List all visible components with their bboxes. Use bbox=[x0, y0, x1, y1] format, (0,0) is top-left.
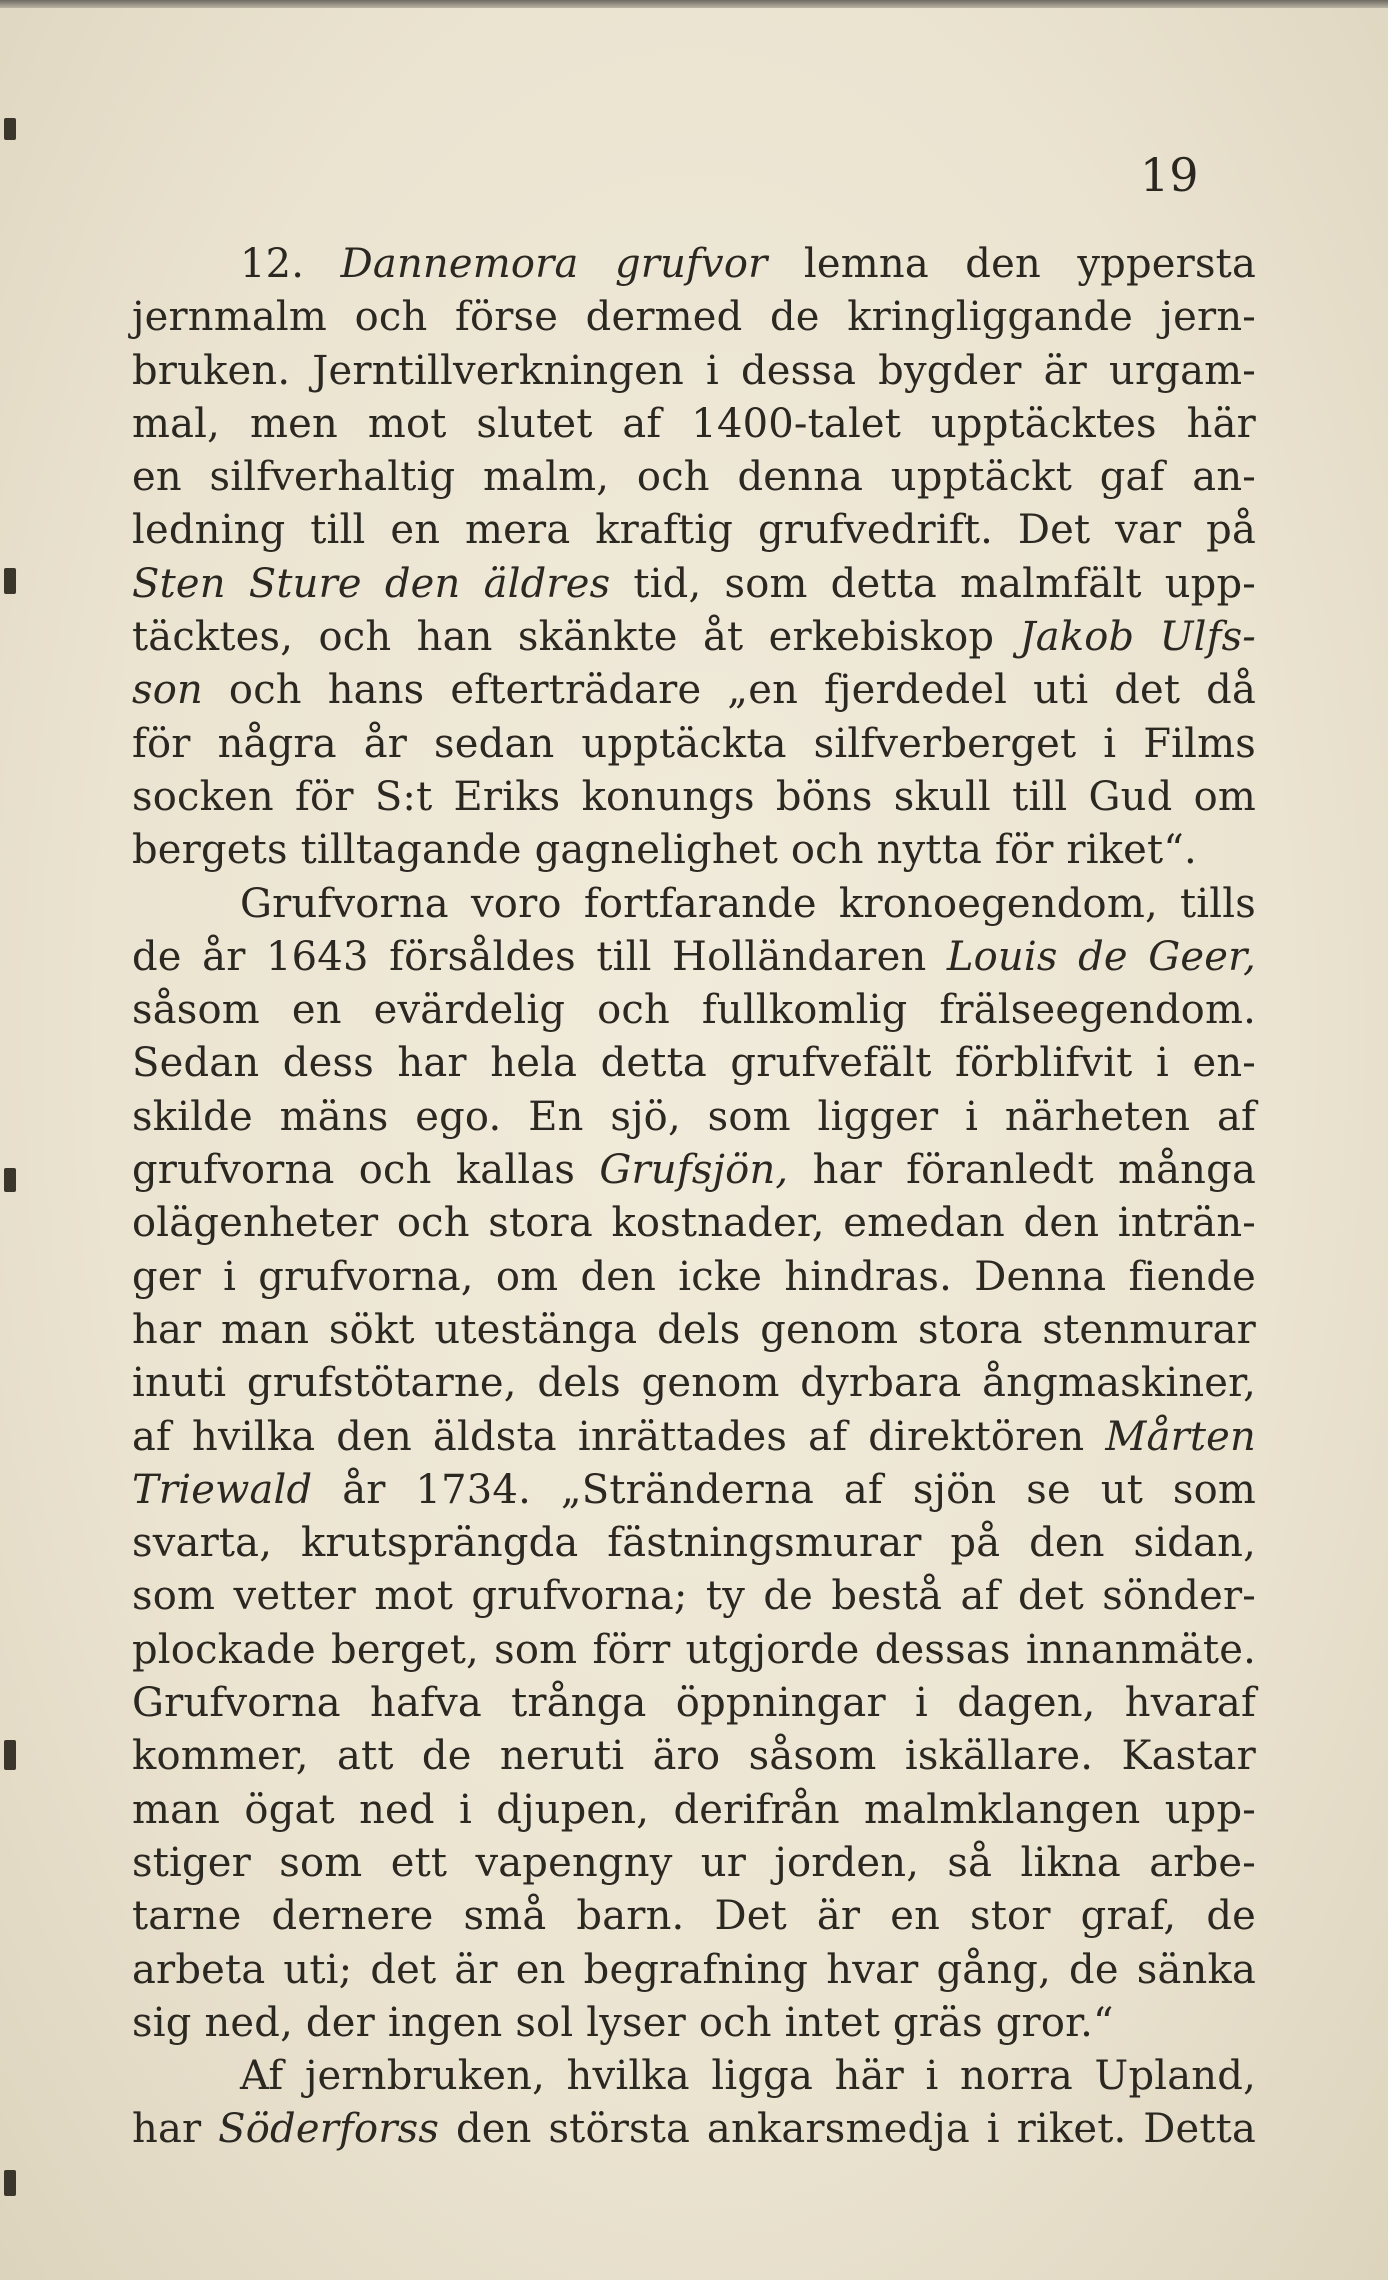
text-line bbox=[132, 2103, 1256, 2156]
text-segment: sig ned, der ingen sol lyser och intet gräs gror.“ bbox=[132, 1999, 1114, 2046]
text-segment: som vetter mot grufvorna; ty de bestå af det sönder- bbox=[132, 1573, 1256, 1620]
text-segment: stiger som ett vapengny ur jorden, så likna arbe- bbox=[132, 1839, 1256, 1886]
text-segment: svarta, krutsprängda fästningsmurar på den sidan, bbox=[132, 1520, 1256, 1567]
italic-text: Grufsjön, bbox=[599, 1147, 789, 1194]
text-segment: mal, men mot slutet af 1400-talet upptäcktes här bbox=[132, 400, 1256, 447]
text-segment: bruken. Jerntillverkningen i dessa bygder är urgam- bbox=[132, 347, 1256, 394]
text-segment: såsom en evärdelig och fullkomlig frälseegendom. bbox=[132, 987, 1256, 1034]
text-segment: Grufvorna hafva trånga öppningar i dagen, hvaraf bbox=[132, 1680, 1256, 1727]
text-segment: 12. bbox=[240, 241, 341, 287]
text-line bbox=[132, 345, 1256, 398]
text-segment: plockade berget, som förr utgjorde dessas innanmäte. bbox=[132, 1626, 1256, 1673]
text-line bbox=[132, 1144, 1256, 1197]
text-line bbox=[132, 931, 1256, 984]
text-line bbox=[132, 611, 1256, 664]
page-top-edge bbox=[0, 0, 1388, 8]
text-line bbox=[132, 824, 1256, 877]
text-line bbox=[132, 1304, 1256, 1357]
text-segment: Af jernbruken, hvilka ligga här i norra Upland, bbox=[240, 2053, 1256, 2100]
italic-text: Söderforss bbox=[218, 2106, 440, 2153]
text-line bbox=[132, 1411, 1256, 1464]
text-line bbox=[132, 291, 1256, 344]
text-segment: socken för S:t Eriks konungs böns skull till Gud om bbox=[132, 773, 1256, 820]
text-line bbox=[132, 451, 1256, 504]
text-line bbox=[132, 1730, 1256, 1783]
text-line bbox=[132, 1624, 1256, 1677]
text-line bbox=[132, 1837, 1256, 1890]
text-segment: skilde mäns ego. En sjö, som ligger i närheten af bbox=[132, 1093, 1256, 1140]
binding-mark bbox=[4, 2170, 16, 2196]
text-segment: bergets tilltagande gagnelighet och nytta för riket“. bbox=[132, 827, 1197, 874]
text-segment: kommer, att de neruti äro såsom iskällare. Kastar bbox=[132, 1733, 1256, 1780]
text-segment: och hans efterträdare „en fjerdedel uti det då bbox=[202, 667, 1256, 714]
text-segment: år 1734. „Stränderna af sjön se ut som bbox=[312, 1466, 1256, 1513]
text-segment: en silfverhaltig malm, och denna upptäckt gaf an- bbox=[132, 454, 1256, 501]
italic-text: Mårten bbox=[1105, 1413, 1256, 1460]
text-line bbox=[132, 1784, 1256, 1837]
page-number: 19 bbox=[1140, 148, 1199, 202]
text-line bbox=[132, 1091, 1256, 1144]
text-segment: af hvilka den äldsta inrättades af direktören bbox=[132, 1413, 1106, 1460]
text-line bbox=[132, 718, 1256, 771]
text-segment: jernmalm och förse dermed de kringliggande jern- bbox=[132, 294, 1256, 341]
italic-text: son bbox=[132, 667, 203, 714]
text-segment: täcktes, och han skänkte åt erkebiskop bbox=[132, 614, 1020, 661]
text-line bbox=[132, 1677, 1256, 1730]
binding-mark bbox=[4, 1168, 16, 1192]
text-line bbox=[132, 1251, 1256, 1304]
text-line bbox=[132, 664, 1256, 717]
text-line bbox=[132, 1890, 1256, 1943]
text-line bbox=[132, 984, 1256, 1037]
text-segment: ledning till en mera kraftig grufvedrift. Det var på bbox=[132, 507, 1256, 554]
text-line bbox=[132, 558, 1256, 611]
binding-mark bbox=[4, 568, 16, 594]
text-line bbox=[132, 1197, 1256, 1250]
text-line bbox=[132, 1464, 1256, 1517]
text-line bbox=[132, 1944, 1256, 1997]
text-line bbox=[132, 2050, 1256, 2103]
italic-text: Jakob Ulfs- bbox=[1019, 614, 1257, 661]
text-segment: grufvorna och kallas bbox=[132, 1147, 600, 1194]
text-segment: ger i grufvorna, om den icke hindras. Denna fiende bbox=[132, 1253, 1256, 1300]
text-segment: har bbox=[132, 2106, 219, 2153]
binding-edge-marks bbox=[0, 0, 30, 2280]
text-segment: man ögat ned i djupen, derifrån malmklangen upp- bbox=[132, 1786, 1256, 1833]
italic-text: Sten Sture den äldres bbox=[132, 560, 611, 607]
text-segment: Sedan dess har hela detta grufvefält förblifvit i en- bbox=[132, 1040, 1256, 1087]
text-line bbox=[132, 398, 1256, 451]
binding-mark bbox=[4, 1740, 16, 1770]
binding-mark bbox=[4, 118, 16, 140]
text-segment: de år 1643 försåldes till Holländaren bbox=[132, 933, 947, 980]
italic-text: Louis de Geer, bbox=[946, 933, 1256, 980]
italic-text: Triewald bbox=[132, 1466, 313, 1513]
text-line bbox=[132, 504, 1256, 557]
text-segment: tid, som detta malmfält upp- bbox=[610, 560, 1256, 607]
text-segment: har man sökt utestänga dels genom stora stenmurar bbox=[132, 1306, 1256, 1353]
italic-text: Dannemora grufvor bbox=[340, 241, 768, 287]
text-line bbox=[132, 878, 1256, 931]
text-line bbox=[132, 1570, 1256, 1623]
text-segment: inuti grufstötarne, dels genom dyrbara ångmaskiner, bbox=[132, 1360, 1256, 1407]
text-segment: Grufvorna voro fortfarande kronoegendom, tills bbox=[240, 880, 1256, 927]
text-segment: har föranledt många bbox=[788, 1147, 1256, 1194]
text-segment: arbeta uti; det är en begrafning hvar gång, de sänka bbox=[132, 1946, 1256, 1993]
text-line bbox=[132, 771, 1256, 824]
body-text bbox=[132, 238, 1256, 2157]
text-line bbox=[132, 238, 1256, 291]
text-segment: olägenheter och stora kostnader, emedan den inträn- bbox=[132, 1200, 1256, 1247]
text-line bbox=[132, 1517, 1256, 1570]
text-line bbox=[132, 1037, 1256, 1090]
text-line bbox=[132, 1997, 1256, 2050]
text-segment: lemna den yppersta bbox=[767, 241, 1256, 287]
text-line bbox=[132, 1357, 1256, 1410]
text-segment: för några år sedan upptäckta silfverberget i Films bbox=[132, 720, 1256, 767]
text-segment: tarne dernere små barn. Det är en stor graf, de bbox=[132, 1893, 1256, 1940]
text-segment: den största ankarsmedja i riket. Detta bbox=[439, 2106, 1256, 2153]
